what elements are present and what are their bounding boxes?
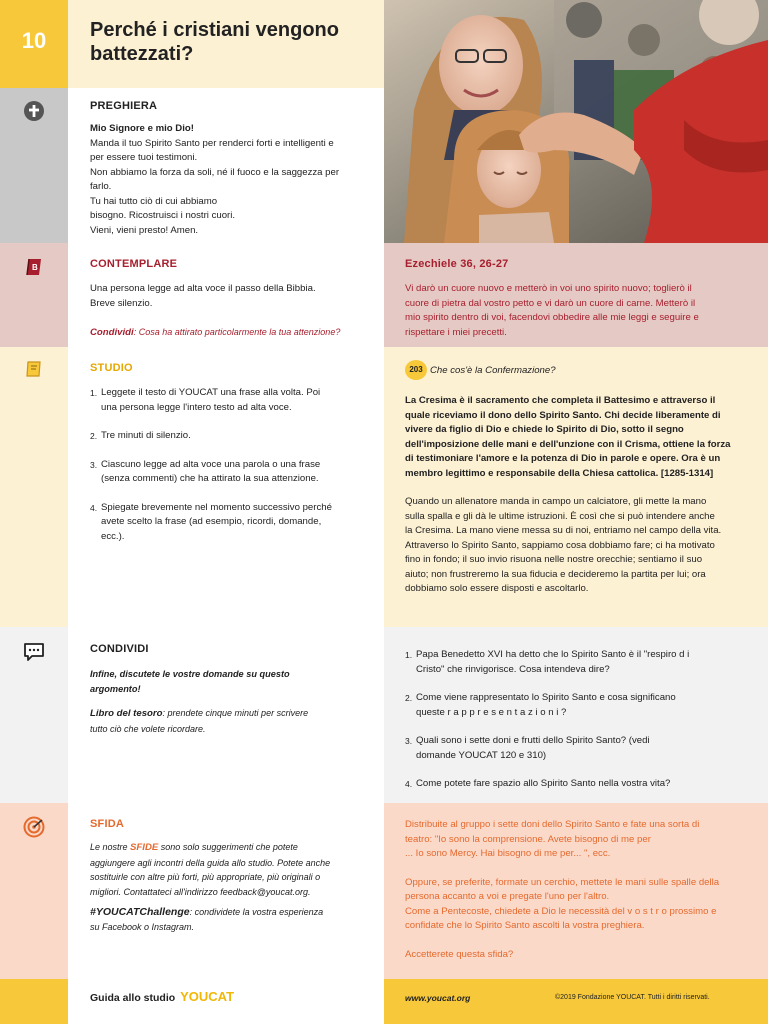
youcat-answer: La Cresima è il sacramento che completa il Battesimo e attraverso il quale riceviamo il dono dello Spirito Santo. Chi decide liberamente di vivere da figlio di Dio e chiede lo Spirito di Dio, sotto il segno dell'imposizione delle mani e dell'unzione con il Crisma, ottiene la forza di testimoniare l'amore e la potenza di Dio in parole e opere. Ora è un membro legittimo e responsabile della Chiesa cattolica. [1285-1314] xyxy=(405,395,731,479)
question-item: 4. Come potete fare spazio allo Spirito Santo nella vostra vita? xyxy=(405,778,671,789)
youcat-question: 203 Che cos'è la Confermazione? xyxy=(405,360,760,380)
studio-step: 3. Ciascuno legge ad alta voce una parola o una frase (senza commenti) che ha attirato la sua attenzione. xyxy=(90,458,321,484)
condividi-title: CONDIVIDI xyxy=(90,643,149,655)
preghiera-title: PREGHIERA xyxy=(90,100,158,112)
studio-title: STUDIO xyxy=(90,362,133,374)
studio-band xyxy=(0,347,68,627)
speech-bubble-icon xyxy=(22,640,46,664)
cross-icon xyxy=(22,99,46,123)
tesoro-text: Libro del tesoro: prendete cinque minuti per scrivere tutto ciò che volete ricordare. xyxy=(90,708,309,734)
contemplare-text: Una persona legge ad alta voce il passo della Bibbia. Breve silenzio. xyxy=(90,283,316,309)
question-item: 1. Papa Benedetto XVI ha detto che lo Spirito Santo è il "respiro d i Cristo" che rinvigorisce. Cosa intendeva dire? xyxy=(405,649,690,675)
studio-steps xyxy=(90,386,370,544)
bible-icon xyxy=(22,255,46,279)
sfida-final-question: Accetterete questa sfida? xyxy=(405,948,514,960)
sfida-text: Le nostre SFIDE sono solo suggerimenti che potete aggiungere agli incontri della guida allo studio. Potete anche sostituirle con altre più forti, più appropriate, più originali o migliori. Contattateci all'indirizzo feedback@youcat.org. xyxy=(90,842,331,897)
discussion-questions xyxy=(405,648,755,806)
footer-url[interactable]: www.youcat.org xyxy=(405,993,471,1003)
studio-step: 4. Spiegate brevemente nel momento successivo perché avete scelto la frase (ad esempio, ricordi, domande, ecc.). xyxy=(90,501,332,542)
contemplare-condividi: Condividi: Cosa ha attirato particolarmente la tua attenzione? xyxy=(90,327,341,338)
sfida-title: SFIDA xyxy=(90,818,124,830)
youcat-logo: YOUCAT xyxy=(180,989,235,1004)
sfida-section xyxy=(90,818,370,934)
footer-guide: Guida allo studio YOUCAT xyxy=(90,989,235,1004)
svg-text:B: B xyxy=(32,263,38,272)
condividi-intro: Infine, discutete le vostre domande su questo argomento! xyxy=(90,669,290,694)
studio-section xyxy=(90,362,370,558)
ezechiele-title: Ezechiele 36, 26-27 xyxy=(405,258,509,270)
contemplare-section xyxy=(90,258,375,341)
studio-step: 1. Leggete il testo di YOUCAT una frase alla volta. Poi una persona legge l'intero testo ad alta voce. xyxy=(90,387,321,413)
question-item: 2. Come viene rappresentato lo Spirito Santo e cosa significano queste r a p p r e s e n t a z i o n i ? xyxy=(405,692,676,718)
sfida-activity: Distribuite al gruppo i sette doni dello Spirito Santo e fate una sorta di teatro: "Io sono la comprensione. Avete bisogno di me per ... Io sono Mercy. Hai bisogno di me per... ", ecc. Oppure, se preferite, formate un cerchio, mettete le mani sulle spalle della persona accanto a voi e pregate l'uno per l'altro. Come a Pentecoste, chiedete a Dio le necessità del v o s t r o prossimo e confidate che lo Spirito Santo ascolti la vostra preghiera. Accetterete questa sfida? xyxy=(405,818,760,962)
footer-left-band xyxy=(0,979,68,1024)
hashtag-text: #YOUCATChallenge: condividete la vostra esperienza su Facebook o Instagram. xyxy=(90,906,324,932)
chapter-number-box xyxy=(0,0,68,88)
preghiera-section xyxy=(90,100,370,238)
footer-copyright: ©2019 Fondazione YOUCAT. Tutti i diritti riservati. xyxy=(555,994,710,1001)
confirmation-photo-illustration xyxy=(384,0,768,243)
youcat-section xyxy=(405,360,760,597)
question-item: 3. Quali sono i sette doni e frutti dello Spirito Santo? (vedi domande YOUCAT 120 e 310) xyxy=(405,735,650,761)
study-book-icon xyxy=(22,357,46,381)
chapter-number: 10 xyxy=(21,28,47,53)
target-icon xyxy=(22,815,46,839)
ezechiele-section xyxy=(405,258,755,340)
youcat-number-badge: 203 xyxy=(405,360,427,380)
contemplare-title: CONTEMPLARE xyxy=(90,258,178,270)
condividi-section xyxy=(90,643,370,736)
youcat-commentary: Quando un allenatore manda in campo un calciatore, gli mette la mano sulla spalla e gli dà le ultime istruzioni. È così che si può intendere anche la Cresima. La mano viene messa su di noi, entriamo nel campo della vita. Attraverso lo Spirito Santo, sappiamo cosa dobbiamo fare; ci ha motivato fino in fondo; il suo invio risuona nelle nostre orecchie; sentiamo il suo aiuto; non frustreremo la sua fiducia e decideremo la partita per lui; ora dobbiamo solo essere disposti e ascoltarlo. xyxy=(405,496,722,594)
prayer-text: Mio Signore e mio Dio! Manda il tuo Spirito Santo per renderci forti e intelligenti e per essere tuoi testimoni. Non abbiamo la forza da soli, né il fuoco e la saggezza per farlo. Tu hai tutto ciò di cui abbiamo bisogno. Ricostruisci i nostri cuori. Vieni, vieni presto! Amen. xyxy=(90,123,340,236)
title-box xyxy=(68,0,384,88)
page-title: Perché i cristiani vengono battezzati? xyxy=(90,19,339,65)
studio-step: 2. Tre minuti di silenzio. xyxy=(90,430,191,441)
header-photo xyxy=(384,0,768,243)
ezechiele-text: Vi darò un cuore nuovo e metterò in voi uno spirito nuovo; toglierò il cuore di pietra dal vostro petto e vi darò un cuore di carne. Metterò il mio spirito dentro di voi, facendovi obbedire alle mie leggi e seguire e rispettare i miei precetti. xyxy=(405,283,699,338)
